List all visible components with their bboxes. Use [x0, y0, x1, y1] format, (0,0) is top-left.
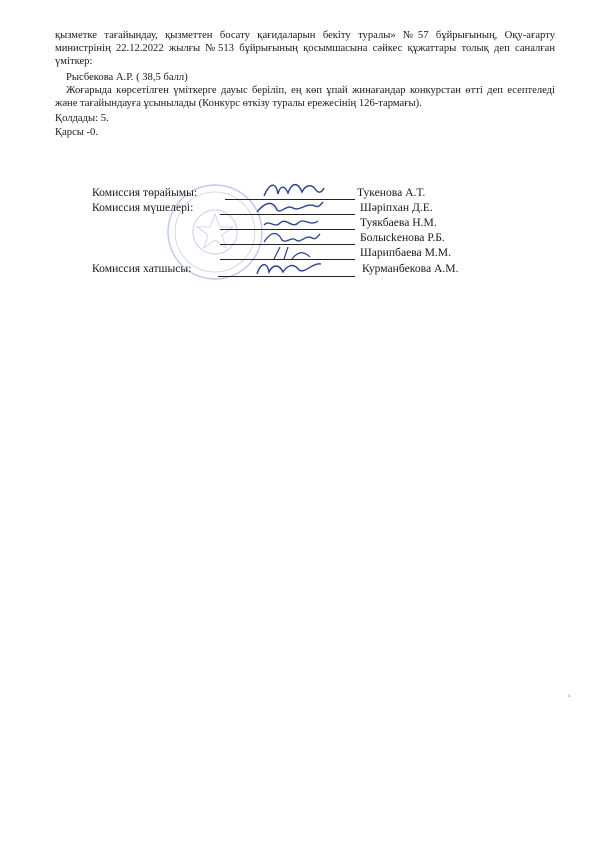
member-2-name: Туякбаева Н.М.: [360, 216, 437, 229]
candidate-line: Рысбекова А.Р. ( 38,5 балл): [66, 72, 188, 83]
members-label: Комиссия мүшелері:: [92, 201, 194, 214]
member-1-name: Шәріпхан Д.Е.: [360, 201, 433, 214]
approved-count: Қолдады: 5.: [55, 113, 109, 124]
paragraph-result: Жоғарыда көрсетілген үміткерге дауыс беріліп, ең көп ұпай жинағандар конкурстан өтті деп есептеледі және тағайындауға ұсынылады (Конкурс өткізу туралы ережесінің 126-тармағы).: [55, 85, 555, 110]
chair-name: Тукенова А.Т.: [357, 186, 426, 199]
against-count: Қарсы -0.: [55, 127, 99, 138]
chair-label: Комиссия төрайымы:: [92, 186, 198, 199]
secretary-label: Комиссия хатшысы:: [92, 262, 192, 275]
secretary-signature-icon: [255, 256, 325, 280]
secretary-name: Курманбекова А.М.: [362, 262, 459, 275]
paragraph-regulation: қызметке тағайындау, қызметтен босату қағидаларын бекіту туралы» №57 бұйрығының, Оқу-ағарту министрінің 22.12.2022 жылғы №513 бұйрығының қосымшасына сәйкес құжаттары толық деп саналған үміткер:: [55, 30, 555, 68]
scan-mark-icon: ᵘ: [568, 692, 571, 701]
member-4-name: Шарипбаева М.М.: [360, 246, 452, 259]
member-3-name: Болысkенова Р.Б.: [360, 231, 445, 244]
